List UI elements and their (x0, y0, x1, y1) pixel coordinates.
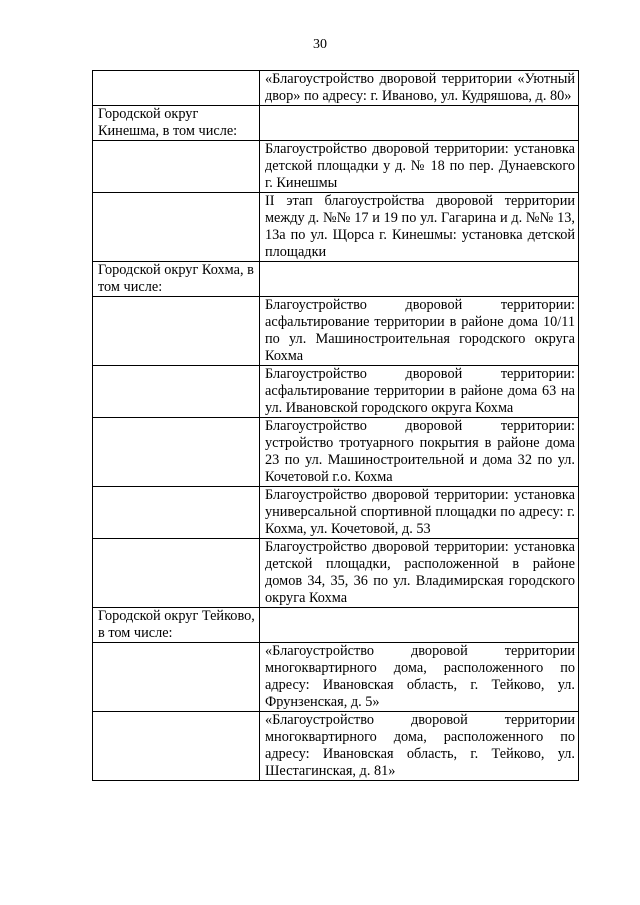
table-row (93, 71, 579, 106)
section-label-cell: Городской округ Кинешма, в том числе: (93, 106, 260, 141)
table-row (93, 193, 579, 262)
row-label-cell (93, 643, 260, 712)
table-row (93, 418, 579, 487)
document-table (92, 70, 579, 781)
row-label-cell (93, 366, 260, 418)
row-label-cell (93, 297, 260, 366)
row-label-cell (93, 539, 260, 608)
row-description-cell: «Благоустройство дворовой территории многоквартирного дома, расположенного по адресу: Ивановская область, г. Тейково, ул. Шестагинская, д. 81» (260, 712, 579, 781)
section-row (93, 106, 579, 141)
row-description-cell: «Благоустройство дворовой территории многоквартирного дома, расположенного по адресу: Ивановская область, г. Тейково, ул. Фрунзенская, д. 5» (260, 643, 579, 712)
page-number: 30 (313, 37, 327, 52)
row-description-cell: Благоустройство дворовой территории: асфальтирование территории в районе дома 63 на ул. Ивановской городского округа Кохма (260, 366, 579, 418)
table-row (93, 643, 579, 712)
row-label-cell (93, 418, 260, 487)
table-row (93, 539, 579, 608)
table-row (93, 141, 579, 193)
row-description-cell: Благоустройство дворовой территории: установка универсальной спортивной площадки по адресу: г. Кохма, ул. Кочетовой, д. 53 (260, 487, 579, 539)
section-empty-cell (260, 106, 579, 141)
section-empty-cell (260, 262, 579, 297)
row-label-cell (93, 712, 260, 781)
row-description-cell: Благоустройство дворовой территории: асфальтирование территории в районе дома 10/11 по ул. Машиностроительная городского округа Кохма (260, 297, 579, 366)
row-label-cell (93, 487, 260, 539)
row-label-cell (93, 193, 260, 262)
section-row (93, 608, 579, 643)
row-description-cell: Благоустройство дворовой территории: устройство тротуарного покрытия в районе дома 23 по ул. Машиностроительной и дома 32 по ул. Кочетовой г.о. Кохма (260, 418, 579, 487)
section-empty-cell (260, 608, 579, 643)
row-label-cell (93, 141, 260, 193)
table-row (93, 487, 579, 539)
section-label-cell: Городской округ Кохма, в том числе: (93, 262, 260, 297)
row-description-cell: II этап благоустройства дворовой территории между д. №№ 17 и 19 по ул. Гагарина и д. №№ 13, 13а по ул. Щорса г. Кинешмы: установка детской площадки (260, 193, 579, 262)
section-label-cell: Городской округ Тейково, в том числе: (93, 608, 260, 643)
table-row (93, 297, 579, 366)
row-description-cell: Благоустройство дворовой территории: установка детской площадки у д. № 18 по пер. Дунаевского г. Кинешмы (260, 141, 579, 193)
row-label-cell (93, 71, 260, 106)
row-description-cell: «Благоустройство дворовой территории «Уютный двор» по адресу: г. Иваново, ул. Кудряшова, д. 80» (260, 71, 579, 106)
section-row (93, 262, 579, 297)
row-description-cell: Благоустройство дворовой территории: установка детской площадки, расположенной в районе домов 34, 35, 36 по ул. Владимирская городского округа Кохма (260, 539, 579, 608)
table-row (93, 712, 579, 781)
table-row (93, 366, 579, 418)
